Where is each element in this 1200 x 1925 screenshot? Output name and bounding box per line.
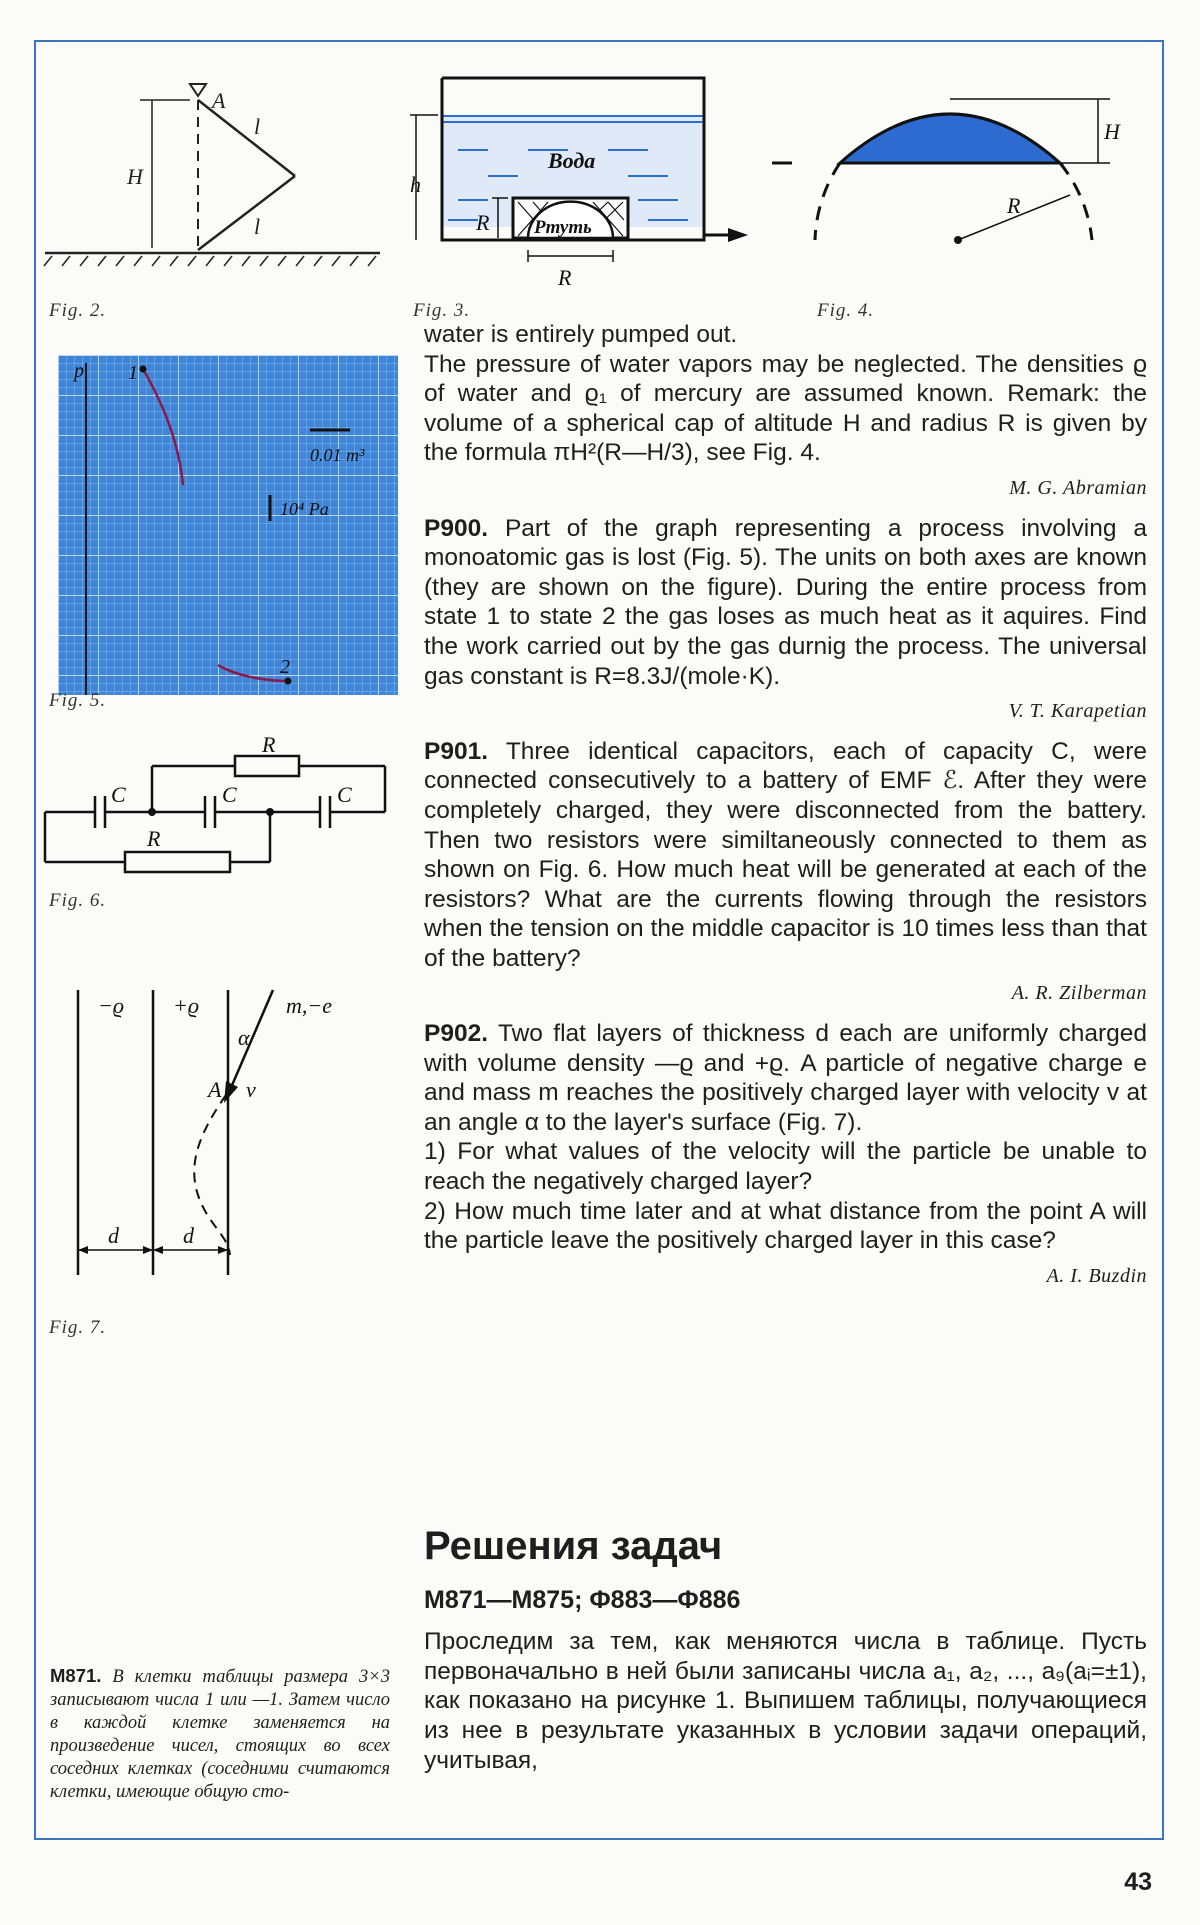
fig7-label-minus-rho: −ϱ: [98, 993, 125, 1018]
p902-question-1: 1) For what values of the velocity will the particle be unable to reach the negatively charged layer?: [424, 1138, 1147, 1196]
m871-body: В клетки таблицы размера 3×3 записывают числа 1 или —1. Затем число в каждой клетке заменяется на произведение чисел, стоящих во всех соседних клетках (соседними считаются клетки, имеющие общую сто-: [50, 1667, 390, 1802]
fig6-label-R-bottom: R: [147, 826, 161, 851]
fig5-label-2: 2: [280, 656, 290, 678]
main-text-column: [424, 320, 1147, 1301]
p900-author: V. T. Karapetian: [1008, 700, 1147, 723]
figure-2: [40, 78, 385, 268]
fig3-label-h: h: [410, 172, 421, 197]
p901-body: Three identical capacitors, each of capacity C, were connected consecutively to a battery of EMF ℰ. After they were completely charged, they were disconnected from the battery. Then two resistors were similtaneously connected to them as shown on Fig. 6. How much heat will be generated at each of the resistors? What are the currents flowing through the resistors when the tension on the middle capacitor is 10 times less than that of the battery?: [424, 737, 1147, 972]
p902-id: P902.: [424, 1020, 489, 1048]
fig3-label-R-bottom: R: [558, 265, 572, 290]
fig7-label-particle: m,−e: [286, 993, 332, 1018]
p899-continuation: The pressure of water vapors may be neglected. The densities ϱ of water and ϱ₁ of mercury are assumed known. Remark: the volume of a spherical cap of altitude H and radius R is given by the formula πH²(R—H/3), see Fig. 4.: [424, 350, 1147, 467]
solutions-section: [424, 1524, 1147, 1775]
problem-p901: [424, 737, 1147, 974]
fig6-label-R-top: R: [262, 732, 276, 757]
fig6-label-C-3: C: [337, 782, 352, 807]
fig4-label-H: H: [1104, 119, 1120, 144]
solutions-body: Проследим за тем, как меняются числа в таблице. Пусть первоначально в ней были записаны числа a₁, a₂, ..., a₉(aᵢ=±1), как показано на рисунке 1. Выпишем таблицы, получающиеся из нее в результате указанных в условии задачи операций, учитывая,: [424, 1628, 1147, 1774]
figure-6: [40, 730, 390, 880]
fig2-label-H: H: [127, 164, 143, 189]
fig7-label-plus-rho: +ϱ: [173, 993, 200, 1018]
p901-author: A. R. Zilberman: [1011, 982, 1147, 1005]
p900-id: P900.: [424, 514, 489, 542]
fig2-label-l-top: l: [254, 114, 261, 139]
fig5-label-1: 1: [128, 362, 138, 384]
fig3-label-mercury: Ртуть: [534, 217, 592, 238]
m871-sidenote: [50, 1664, 390, 1804]
problem-p902: [424, 1019, 1147, 1137]
p901-id: P901.: [424, 737, 489, 765]
fig2-caption: Fig. 2.: [49, 300, 107, 321]
fig7-label-v: v: [246, 1077, 256, 1102]
fig6-label-C-2: C: [222, 782, 237, 807]
fig4-label-R: R: [1007, 193, 1021, 218]
fig6-label-C-1: C: [111, 782, 126, 807]
p902-author: A. I. Buzdin: [1046, 1264, 1147, 1287]
fig5-unit-volume: 0.01 m³: [310, 445, 365, 465]
p902-question-2: 2) How much time later and at what distance from the point A will the particle leave the positively charged layer in this case?: [424, 1197, 1147, 1255]
fig5-caption: Fig. 5.: [49, 690, 107, 711]
fig7-label-A: A: [208, 1077, 222, 1102]
fig3-label-water: Вода: [548, 148, 596, 173]
solutions-subheading: M871—M875; Ф883—Ф886: [424, 1585, 741, 1614]
fig7-label-d-right: d: [183, 1223, 194, 1248]
fig5-unit-pressure: 10⁴ Pa: [280, 499, 329, 519]
fig2-label-A: A: [212, 88, 226, 113]
fig3-caption: Fig. 3.: [413, 300, 471, 321]
solutions-heading: Решения задач: [424, 1524, 723, 1568]
fig3-label-R-left: R: [476, 210, 490, 235]
problem-p900: [424, 514, 1147, 692]
fig7-label-d-left: d: [108, 1223, 119, 1248]
page-number: 43: [1124, 1868, 1152, 1896]
fig4-caption: Fig. 4.: [817, 300, 875, 321]
fig6-caption: Fig. 6.: [49, 890, 107, 911]
m871-id: M871.: [50, 1665, 102, 1686]
figure-7: [58, 985, 378, 1290]
figure-4: [770, 85, 1130, 260]
fig5-label-p: p: [74, 360, 84, 382]
figure-3: [408, 70, 753, 295]
figure-5: [58, 355, 398, 695]
p899-author: M. G. Abramian: [1009, 476, 1147, 499]
fig7-caption: Fig. 7.: [49, 1317, 107, 1338]
fig7-label-alpha: α: [238, 1025, 250, 1050]
fig2-label-l-bottom: l: [254, 214, 261, 239]
p899-end-line: water is entirely pumped out.: [424, 321, 738, 348]
p902-body: Two flat layers of thickness d each are uniformly charged with volume density —ϱ and +ϱ. A particle of negative charge e and mass m reaches the positively charged layer with velocity v at an angle α to the layer's surface (Fig. 7).: [424, 1020, 1147, 1136]
p900-body: Part of the graph representing a process involving a monoatomic gas is lost (Fig. 5). The units on both axes are known (they are shown on the figure). During the entire process from state 1 to state 2 the gas loses as much heat as it aquires. Find the work carried out by the gas durnig the process. The universal gas constant is R=8.3J/(mole·K).: [424, 514, 1147, 690]
